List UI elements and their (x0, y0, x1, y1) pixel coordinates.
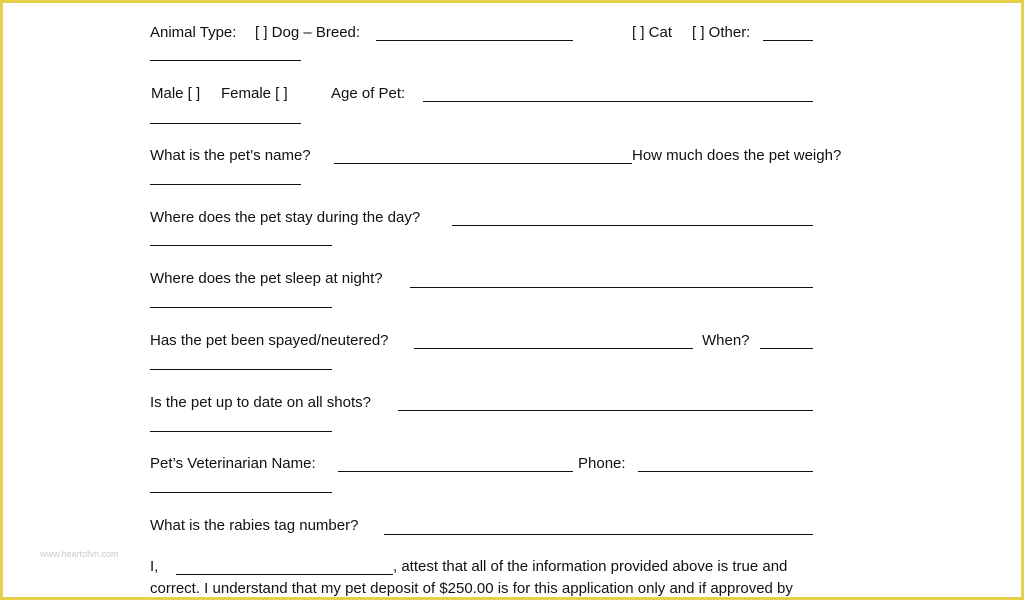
day-stay-field-continuation[interactable] (150, 245, 332, 246)
age-field-continuation[interactable] (150, 123, 301, 124)
female-checkbox-label[interactable]: Female [ ] (221, 85, 288, 102)
shots-field[interactable] (398, 410, 813, 411)
attest-statement-line2: correct. I understand that my pet deposit of $250.00 is for this application only and if approved by (150, 580, 793, 597)
rabies-tag-question: What is the rabies tag number? (150, 517, 359, 534)
phone-field-continuation[interactable] (150, 492, 332, 493)
phone-label: Phone: (578, 455, 626, 472)
vet-name-field[interactable] (338, 471, 573, 472)
night-sleep-field-continuation[interactable] (150, 307, 332, 308)
when-label: When? (702, 332, 750, 349)
weight-question: How much does the pet weigh? (632, 147, 842, 164)
day-stay-question: Where does the pet stay during the day? (150, 209, 421, 226)
night-sleep-field[interactable] (410, 287, 813, 288)
phone-field[interactable] (638, 471, 813, 472)
weight-field[interactable] (150, 184, 301, 185)
dog-checkbox-label[interactable]: [ ] Dog – Breed: (255, 24, 361, 41)
watermark-text: www.heartofvn.com (40, 549, 119, 559)
age-label: Age of Pet: (331, 85, 406, 102)
male-checkbox-label[interactable]: Male [ ] (151, 85, 201, 102)
other-field[interactable] (763, 40, 813, 41)
attest-name-field[interactable] (176, 574, 393, 575)
spayed-field[interactable] (414, 348, 693, 349)
breed-field[interactable] (376, 40, 573, 41)
when-field-continuation[interactable] (150, 369, 332, 370)
day-stay-field[interactable] (452, 225, 813, 226)
shots-field-continuation[interactable] (150, 431, 332, 432)
cat-checkbox-label[interactable]: [ ] Cat (632, 24, 673, 41)
attest-statement: , attest that all of the information provided above is true and (393, 558, 788, 575)
when-field[interactable] (760, 348, 813, 349)
attest-prefix: I, (150, 558, 159, 575)
other-checkbox-label[interactable]: [ ] Other: (692, 24, 751, 41)
spayed-question: Has the pet been spayed/neutered? (150, 332, 389, 349)
shots-question: Is the pet up to date on all shots? (150, 394, 371, 411)
rabies-tag-field[interactable] (384, 534, 813, 535)
animal-type-label: Animal Type: (150, 24, 237, 41)
pet-name-question: What is the pet’s name? (150, 147, 311, 164)
pet-name-field[interactable] (334, 163, 632, 164)
vet-name-label: Pet’s Veterinarian Name: (150, 455, 316, 472)
other-field-continuation[interactable] (150, 60, 301, 61)
night-sleep-question: Where does the pet sleep at night? (150, 270, 383, 287)
age-field[interactable] (423, 101, 813, 102)
